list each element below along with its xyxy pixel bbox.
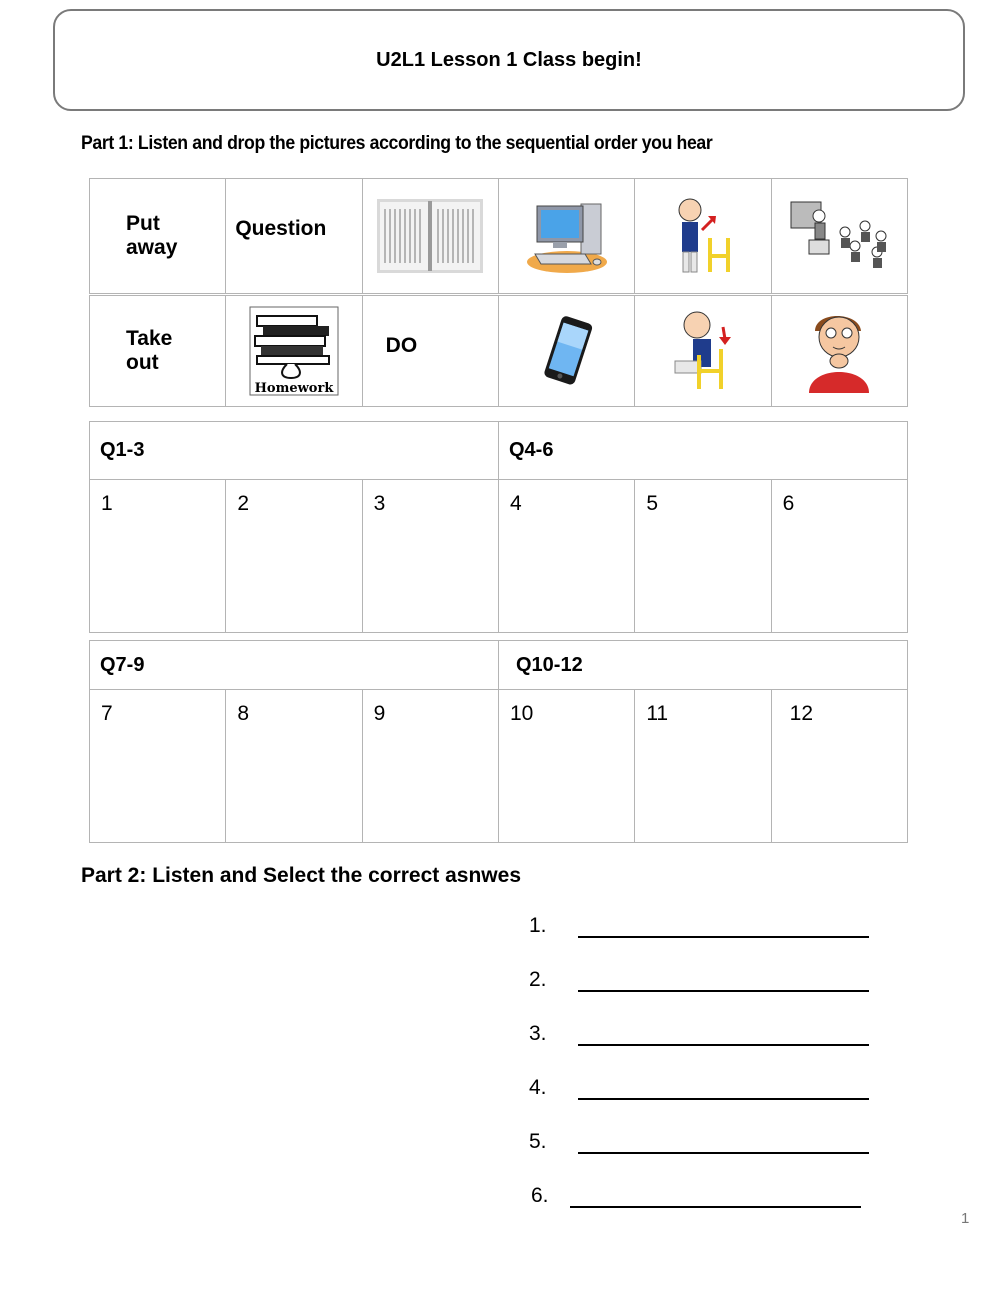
smartphone-icon [532, 316, 602, 386]
answer-line-number: 3. [529, 1022, 547, 1045]
drop-slot[interactable]: 3 [362, 480, 498, 633]
answer-dropdown[interactable] [578, 936, 869, 938]
grid2-header-right: Q10-12 [498, 641, 907, 690]
draggable-homework[interactable] [226, 296, 362, 407]
answer-line-number: 5. [529, 1130, 547, 1153]
answer-line-number: 4. [529, 1076, 547, 1099]
part1-heading: Part 1: Listen and drop the pictures according to the sequential order you hear [81, 133, 713, 154]
answer-line-number: 6. [531, 1184, 549, 1207]
answer-line-number: 1. [529, 914, 547, 937]
answer-line [520, 1126, 880, 1180]
grid1-header-left: Q1-3 [90, 422, 499, 480]
draggable-open-book[interactable] [362, 179, 498, 294]
grid1-header-right: Q4-6 [498, 422, 907, 480]
draggable-computer[interactable] [498, 179, 634, 294]
open-book-icon [377, 199, 483, 273]
answer-line [520, 964, 880, 1018]
homework-label: Homework [254, 381, 334, 396]
answer-line-number: 2. [529, 968, 547, 991]
drop-slot[interactable]: 11 [635, 690, 771, 843]
draggable-question[interactable] [226, 179, 362, 294]
draggable-sit-down[interactable] [635, 296, 771, 407]
draggable-put-away[interactable] [90, 179, 226, 294]
answer-lines [520, 910, 880, 1234]
do-label: DO [385, 334, 418, 357]
put-away-line2: away [126, 236, 178, 259]
drop-slot[interactable]: 7 [90, 690, 226, 843]
answer-dropdown[interactable] [578, 1044, 869, 1046]
take-out-line2: out [126, 351, 159, 374]
page-title: U2L1 Lesson 1 Class begin! [376, 49, 642, 71]
draggable-classroom[interactable] [771, 179, 907, 294]
homework-books-icon [249, 306, 339, 396]
answer-line [520, 1018, 880, 1072]
title-box [53, 9, 965, 111]
draggable-take-out[interactable] [90, 296, 226, 407]
draggable-thinking-boy[interactable] [771, 296, 907, 407]
answer-dropdown[interactable] [578, 1098, 869, 1100]
drop-slot[interactable]: 4 [498, 480, 634, 633]
drop-slot[interactable]: 10 [498, 690, 634, 843]
question-label: Question [235, 217, 327, 240]
stand-up-icon [672, 196, 734, 276]
draggable-smartphone[interactable] [498, 296, 634, 407]
drop-slot[interactable]: 5 [635, 480, 771, 633]
answer-line [520, 1072, 880, 1126]
part2-heading: Part 2: Listen and Select the correct asnwes [81, 864, 521, 887]
answer-line [520, 1180, 880, 1234]
draggable-do[interactable] [362, 296, 498, 407]
drop-slot[interactable]: 2 [226, 480, 362, 633]
answer-line [520, 910, 880, 964]
drop-slot[interactable]: 9 [362, 690, 498, 843]
picture-row-1 [89, 178, 908, 294]
draggable-stand-up[interactable] [635, 179, 771, 294]
put-away-line1: Put [126, 212, 160, 235]
drop-slot[interactable]: 6 [771, 480, 907, 633]
sit-down-icon [663, 309, 743, 393]
drop-slot[interactable]: 1 [90, 480, 226, 633]
classroom-icon [785, 196, 893, 276]
page-number: 1 [961, 1210, 970, 1227]
thinking-boy-icon [799, 309, 879, 393]
drop-slot[interactable]: 12 [771, 690, 907, 843]
answer-dropdown[interactable] [578, 990, 869, 992]
drop-slot[interactable]: 8 [226, 690, 362, 843]
answer-dropdown[interactable] [570, 1206, 861, 1208]
answer-dropdown[interactable] [578, 1152, 869, 1154]
computer-icon [525, 196, 609, 276]
grid2-header-left: Q7-9 [90, 641, 499, 690]
picture-row-2 [89, 295, 908, 407]
answer-grid-2 [89, 640, 908, 843]
take-out-line1: Take [126, 327, 173, 350]
answer-grid-1 [89, 421, 908, 633]
